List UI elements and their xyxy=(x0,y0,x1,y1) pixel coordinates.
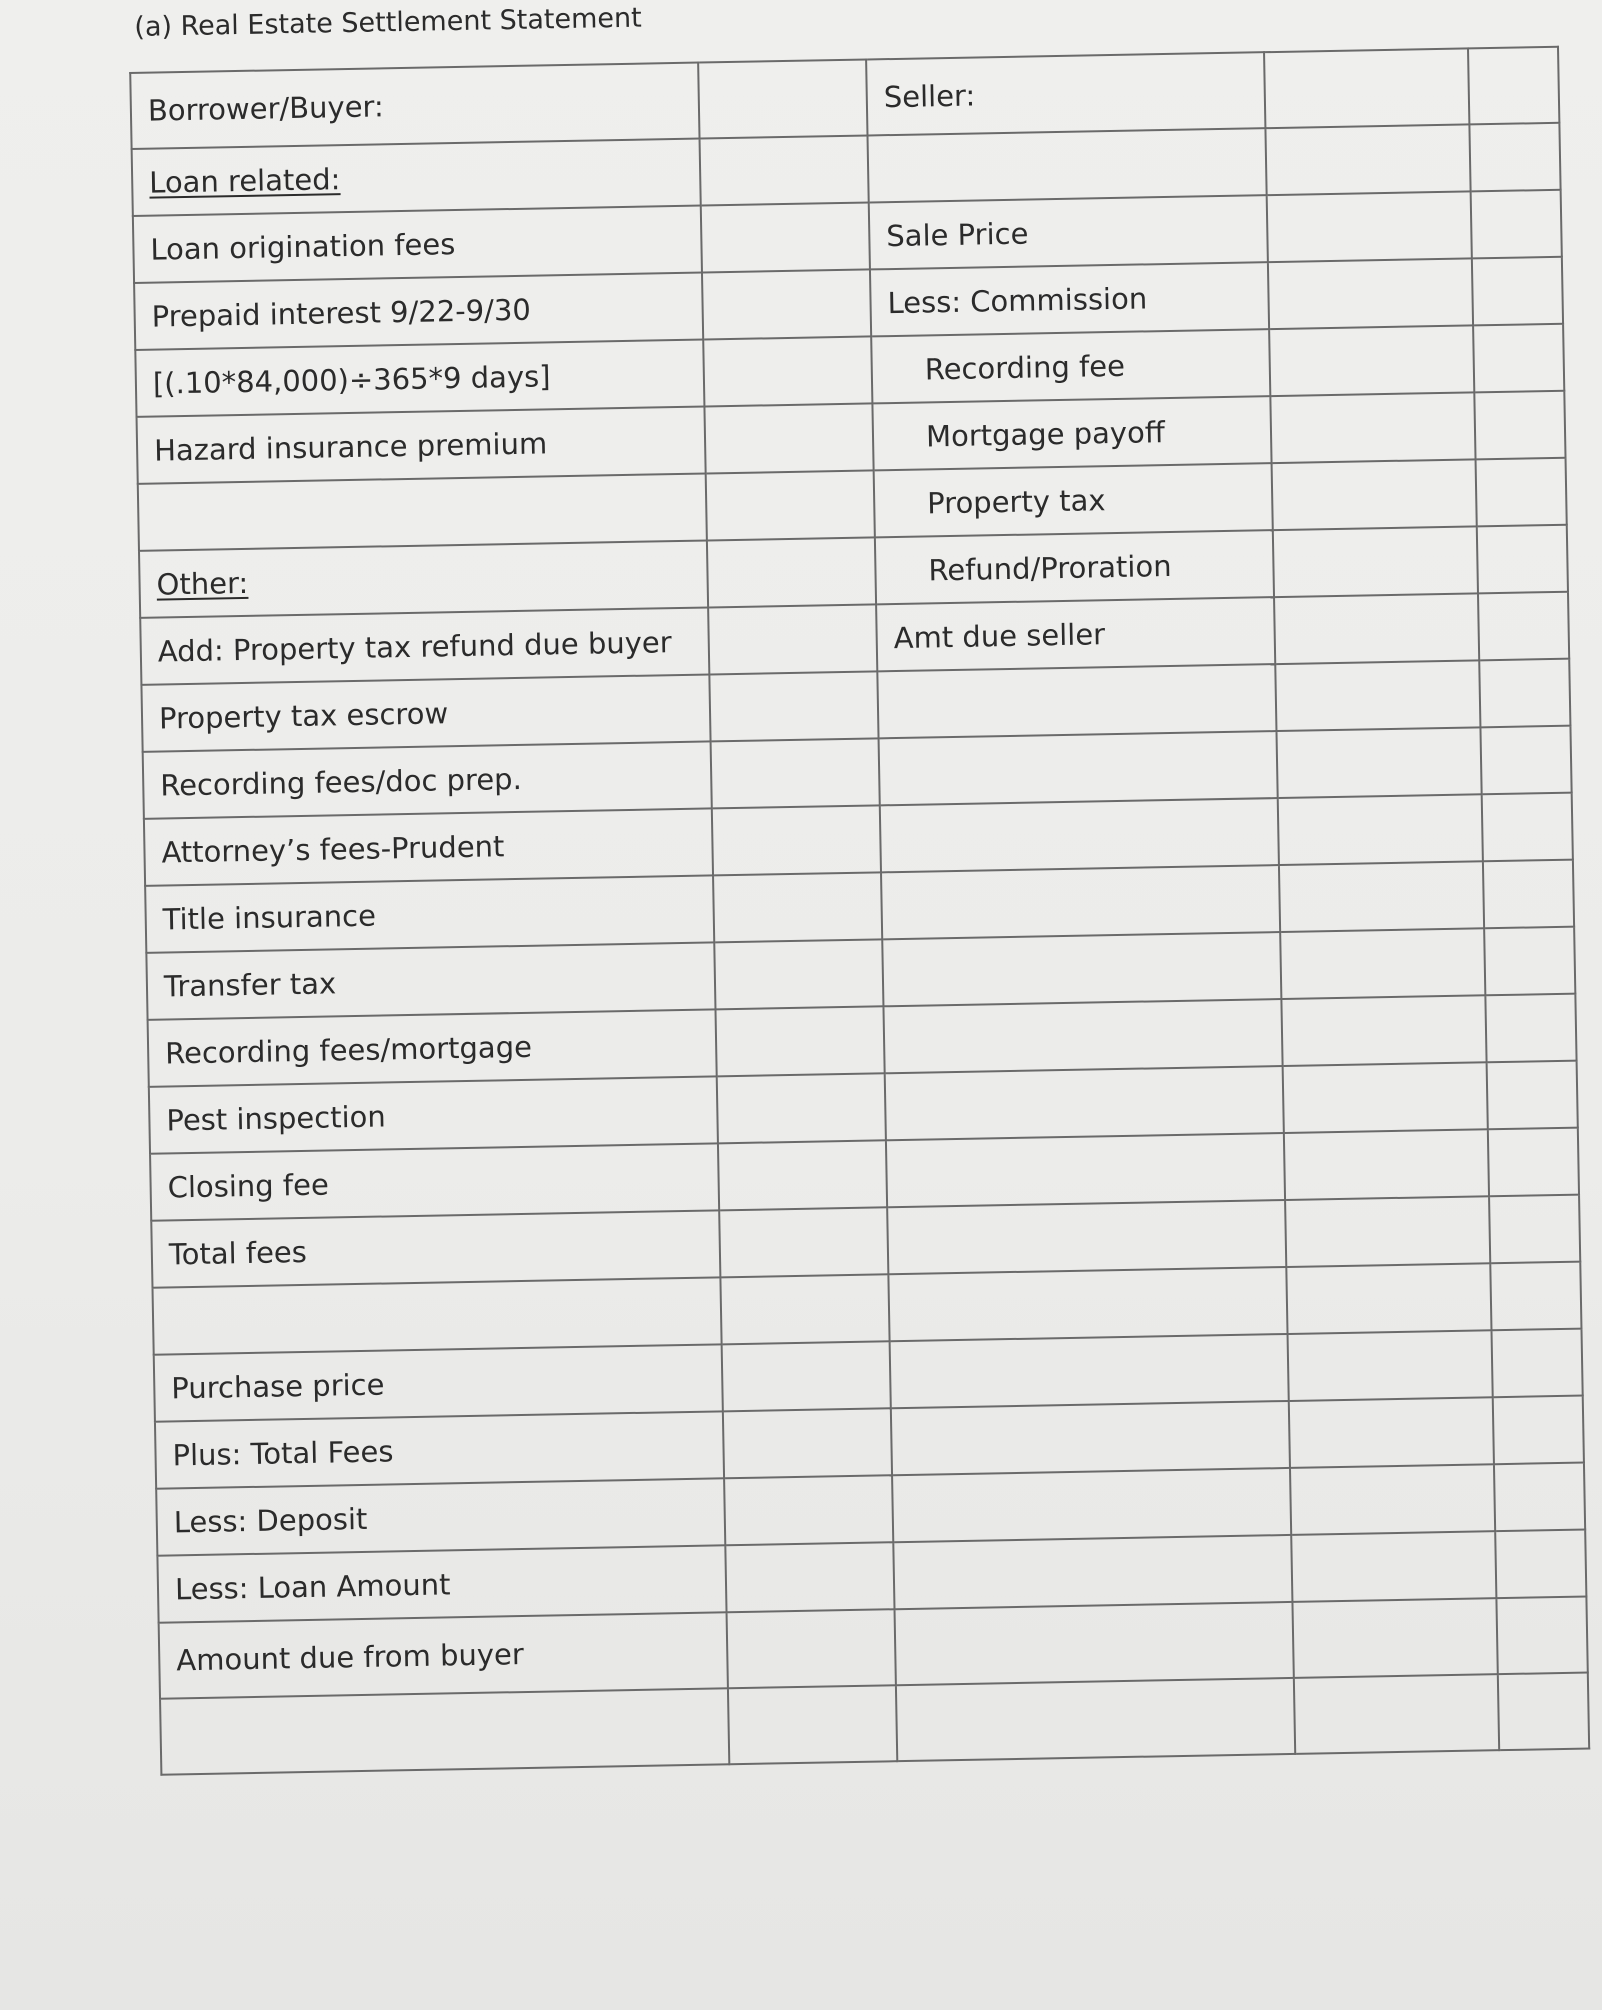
seller-amount-cell[interactable] xyxy=(1291,1531,1496,1602)
seller-amount-cell[interactable] xyxy=(1273,526,1478,597)
buyer-line-label: Less: Deposit xyxy=(156,1478,725,1555)
buyer-amount-cell[interactable] xyxy=(723,1408,892,1478)
buyer-heading: Borrower/Buyer: xyxy=(130,63,699,149)
buyer-amount-cell[interactable] xyxy=(719,1207,888,1277)
buyer-blank-cell xyxy=(160,1688,729,1774)
settlement-statement xyxy=(128,0,1602,1776)
extra-cell xyxy=(1483,860,1574,929)
seller-amount-cell[interactable] xyxy=(1264,48,1469,128)
extra-cell xyxy=(1498,1673,1589,1751)
buyer-line-label: Pest inspection xyxy=(149,1076,718,1153)
buyer-amount-cell[interactable] xyxy=(727,1609,896,1688)
buyer-line-label: Recording fees/doc prep. xyxy=(143,741,712,818)
seller-line-label: Refund/Proration xyxy=(875,530,1274,604)
buyer-line-label: Prepaid interest 9/22-9/30 xyxy=(134,273,703,350)
buyer-line-label: [(.10*84,000)÷365*9 days] xyxy=(135,340,704,417)
buyer-amount-cell[interactable] xyxy=(712,805,881,875)
seller-amount-cell[interactable] xyxy=(1269,325,1474,396)
buyer-amount-cell[interactable] xyxy=(700,135,869,205)
seller-amount-cell[interactable] xyxy=(1286,1263,1491,1334)
extra-cell xyxy=(1477,525,1568,594)
extra-cell xyxy=(1478,592,1569,661)
seller-amount-cell[interactable] xyxy=(1285,1196,1490,1267)
extra-cell xyxy=(1479,659,1570,728)
buyer-amount-cell[interactable] xyxy=(704,403,873,473)
buyer-amount-cell[interactable] xyxy=(718,1140,887,1210)
extra-cell xyxy=(1493,1396,1584,1465)
buyer-amount-cell[interactable] xyxy=(724,1475,893,1545)
buyer-amount-cell[interactable] xyxy=(714,939,883,1009)
extra-cell xyxy=(1489,1195,1580,1264)
extra-cell xyxy=(1495,1530,1586,1599)
settlement-table xyxy=(129,46,1590,1776)
buyer-amount-cell[interactable] xyxy=(709,671,878,741)
seller-amount-cell[interactable] xyxy=(1294,1674,1499,1754)
extra-cell xyxy=(1496,1597,1587,1675)
buyer-amount-cell[interactable] xyxy=(713,872,882,942)
seller-amount-cell[interactable] xyxy=(1281,995,1486,1066)
extra-cell xyxy=(1473,324,1564,393)
seller-amount-cell[interactable] xyxy=(1283,1062,1488,1133)
extra-cell xyxy=(1480,726,1571,795)
buyer-line-label: Property tax escrow xyxy=(141,674,710,751)
buyer-line-label: Hazard insurance premium xyxy=(137,407,706,484)
seller-label-cell xyxy=(867,128,1266,202)
buyer-amount-cell[interactable] xyxy=(715,1006,884,1076)
other-heading: Other: xyxy=(139,540,708,617)
extra-cell xyxy=(1474,391,1565,460)
seller-amount-cell[interactable] xyxy=(1292,1598,1497,1678)
buyer-line-label: Recording fees/mortgage xyxy=(148,1009,717,1086)
seller-label-cell xyxy=(885,1066,1284,1140)
extra-cell xyxy=(1484,927,1575,996)
buyer-amount-cell[interactable] xyxy=(701,202,870,272)
seller-label-cell xyxy=(881,865,1280,939)
buyer-line-label: Loan origination fees xyxy=(133,206,702,283)
seller-label-cell xyxy=(887,1200,1286,1274)
seller-line-label: Amt due seller xyxy=(876,597,1275,671)
extra-cell xyxy=(1471,190,1562,259)
seller-line-label: Recording fee xyxy=(871,329,1270,403)
buyer-amount-cell[interactable] xyxy=(711,738,880,808)
extra-cell xyxy=(1491,1329,1582,1398)
seller-line-label: Mortgage payoff xyxy=(872,396,1271,470)
extra-cell xyxy=(1468,47,1559,125)
extra-cell xyxy=(1485,994,1576,1063)
buyer-line-label: Purchase price xyxy=(154,1344,723,1421)
extra-cell xyxy=(1476,458,1567,527)
extra-cell xyxy=(1472,257,1563,326)
buyer-amount-cell[interactable] xyxy=(717,1073,886,1143)
seller-label-cell xyxy=(891,1401,1290,1475)
buyer-line-label: Title insurance xyxy=(145,875,714,952)
seller-amount-cell[interactable] xyxy=(1268,258,1473,329)
seller-label-cell xyxy=(890,1334,1289,1408)
seller-label-cell xyxy=(882,932,1281,1006)
seller-amount-cell[interactable] xyxy=(1267,191,1472,262)
seller-amount-cell[interactable] xyxy=(1284,1129,1489,1200)
buyer-line-label: Attorney’s fees-Prudent xyxy=(144,808,713,885)
buyer-amount-cell[interactable] xyxy=(702,269,871,339)
seller-label-cell xyxy=(895,1602,1294,1685)
seller-amount-cell[interactable] xyxy=(1290,1464,1495,1535)
seller-label-cell xyxy=(879,731,1278,805)
buyer-line-label: Less: Loan Amount xyxy=(157,1545,726,1622)
seller-line-label: Sale Price xyxy=(869,195,1268,269)
buyer-line-label: Closing fee xyxy=(150,1143,719,1220)
seller-label-cell xyxy=(896,1678,1295,1761)
seller-amount-cell[interactable] xyxy=(1276,727,1481,798)
seller-amount-cell[interactable] xyxy=(1278,794,1483,865)
buyer-amount-cell[interactable] xyxy=(725,1542,894,1612)
buyer-amount-cell[interactable] xyxy=(722,1341,891,1411)
seller-label-cell xyxy=(886,1133,1285,1207)
statement-title: (a) Real Estate Settlement Statement xyxy=(134,2,642,43)
seller-amount-cell[interactable] xyxy=(1288,1330,1493,1401)
extra-cell xyxy=(1488,1128,1579,1197)
buyer-line-label: Plus: Total Fees xyxy=(155,1411,724,1488)
extra-cell xyxy=(1482,793,1573,862)
seller-label-cell xyxy=(892,1468,1291,1542)
seller-heading: Seller: xyxy=(866,52,1265,135)
buyer-amount-cell[interactable] xyxy=(707,537,876,607)
extra-cell xyxy=(1487,1061,1578,1130)
seller-amount-cell[interactable] xyxy=(1279,861,1484,932)
loan-related-heading: Loan related: xyxy=(132,139,701,216)
seller-amount-cell[interactable] xyxy=(1289,1397,1494,1468)
seller-label-cell xyxy=(877,664,1276,738)
buyer-amount-cell[interactable] xyxy=(706,470,875,540)
extra-cell xyxy=(1494,1463,1585,1532)
seller-label-cell xyxy=(893,1535,1292,1609)
seller-line-label: Less: Commission xyxy=(870,262,1269,336)
seller-label-cell xyxy=(883,999,1282,1073)
buyer-amount-cell[interactable] xyxy=(708,604,877,674)
buyer-line-label: Amount due from buyer xyxy=(159,1612,728,1698)
buyer-line-label: Add: Property tax refund due buyer xyxy=(140,607,709,684)
seller-amount-cell[interactable] xyxy=(1274,593,1479,664)
buyer-amount-cell[interactable] xyxy=(720,1274,889,1344)
buyer-blank-cell xyxy=(138,473,707,550)
extra-cell xyxy=(1469,123,1560,192)
seller-amount-cell[interactable] xyxy=(1275,660,1480,731)
seller-amount-cell[interactable] xyxy=(1272,459,1477,530)
seller-amount-cell[interactable] xyxy=(1265,124,1470,195)
extra-cell xyxy=(1490,1262,1581,1331)
buyer-line-label: Total fees xyxy=(151,1210,720,1287)
seller-label-cell xyxy=(880,798,1279,872)
buyer-blank-cell xyxy=(152,1277,721,1354)
seller-amount-cell[interactable] xyxy=(1280,928,1485,999)
buyer-amount-cell[interactable] xyxy=(728,1685,897,1764)
buyer-amount-cell[interactable] xyxy=(703,336,872,406)
buyer-amount-cell[interactable] xyxy=(698,59,867,138)
seller-line-label: Property tax xyxy=(874,463,1273,537)
seller-label-cell xyxy=(888,1267,1287,1341)
seller-amount-cell[interactable] xyxy=(1270,392,1475,463)
buyer-line-label: Transfer tax xyxy=(146,942,715,1019)
